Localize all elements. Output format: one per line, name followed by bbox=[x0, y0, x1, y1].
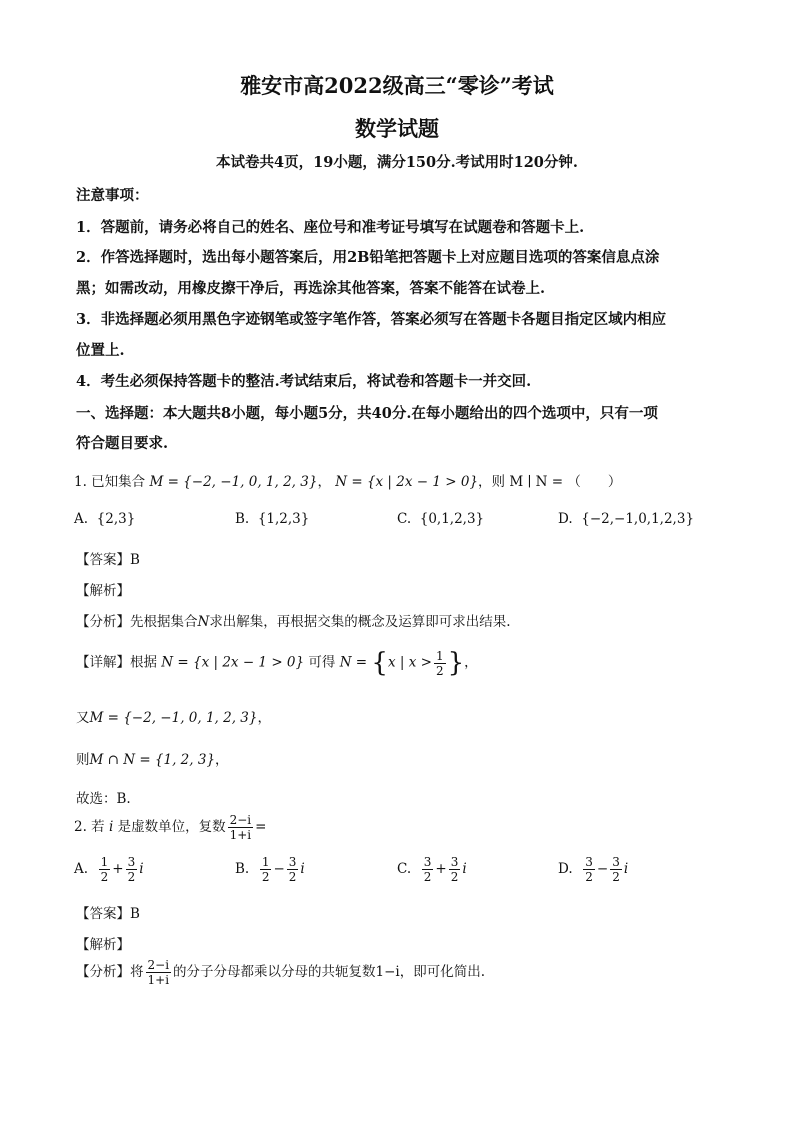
q2-option-c[interactable] bbox=[397, 855, 467, 884]
q1-prefix: 1. 已知集合 bbox=[74, 474, 146, 490]
q2-option-b-i: i bbox=[300, 861, 305, 877]
note-3-line-1: 3．非选择题必须用黑色字迹钢笔或签字笔作答，答案必须写在答题卡各题目指定区域内相应 bbox=[76, 311, 667, 328]
q2-option-a-op: + bbox=[112, 861, 124, 877]
q1-then-set: M ∩ N = {1, 2, 3} bbox=[89, 752, 216, 768]
q2-option-b-frac1-den: 2 bbox=[261, 870, 270, 884]
q1-detail-text-a: 根据 bbox=[130, 654, 157, 671]
exam-info: 本试卷共4页，19小题，满分150分.考试用时120分钟. bbox=[216, 154, 578, 171]
q2-option-c-label: C. bbox=[397, 861, 412, 877]
q2-option-b-op: − bbox=[273, 861, 285, 877]
q1-again-set: M = {−2, −1, 0, 1, 2, 3} bbox=[89, 710, 258, 726]
q1-fenxi-text-b: 求出解集，再根据交集的概念及运算即可求出结果. bbox=[209, 614, 511, 630]
q1-then-text-a: 则 bbox=[76, 752, 90, 768]
q1-detail-result-end: ， bbox=[464, 654, 478, 671]
q2-option-c-frac2-num: 3 bbox=[450, 855, 459, 869]
q1-fenxi-tag: 【分析】 bbox=[76, 614, 130, 630]
q2-option-d-frac2-den: 2 bbox=[612, 870, 620, 884]
q1-detail-fraction-den: 2 bbox=[435, 663, 444, 678]
q2-option-c-frac1-den: 2 bbox=[423, 870, 432, 884]
left-brace-icon: { bbox=[371, 648, 388, 678]
q2-option-b-frac2-den: 2 bbox=[288, 870, 297, 884]
q2-fraction-num: 2−i bbox=[229, 813, 252, 827]
note-2-line-2: 黑；如需改动，用橡皮擦干净后，再选涂其他答案，答案不能答在试卷上. bbox=[76, 280, 546, 297]
q2-option-b-label: B. bbox=[235, 861, 250, 877]
q1-ask: ，则 M ∣ N = （ ） bbox=[478, 474, 622, 490]
q2-answer: 【答案】B bbox=[76, 906, 140, 922]
q1-option-c[interactable] bbox=[397, 511, 484, 527]
q1-option-b-label: B. bbox=[235, 511, 250, 527]
q1-set-m: M = {−2, −1, 0, 1, 2, 3} bbox=[149, 474, 318, 490]
q2-fraction-den: 1+i bbox=[229, 828, 252, 842]
section-1-line-1: 一、选择题：本大题共8小题，每小题5分，共40分.在每小题给出的四个选项中，只有一项 bbox=[76, 405, 658, 422]
q1-detail-tag: 【详解】 bbox=[76, 654, 130, 671]
q1-then-text-b: ， bbox=[215, 752, 229, 768]
q1-option-c-label: C. bbox=[397, 511, 412, 527]
q2-option-d-frac1-den: 2 bbox=[585, 870, 593, 884]
q2-mid: 是虚数单位，复数 bbox=[117, 819, 226, 835]
q1-detail-text-b: 可得 bbox=[308, 654, 336, 671]
q1-fenxi-text-a: 先根据集合 bbox=[130, 614, 198, 630]
q1-again bbox=[76, 706, 271, 726]
q1-detail bbox=[76, 648, 478, 678]
q1-option-a-text: {2,3} bbox=[96, 511, 136, 527]
q2-fenxi-text-c: ，即可化简出. bbox=[399, 964, 486, 980]
q2-option-d-label: D. bbox=[558, 861, 573, 877]
q2-option-c-frac1 bbox=[422, 855, 434, 884]
q2-option-a-frac2-num: 3 bbox=[127, 855, 136, 869]
q1-option-d-text: {−2,−1,0,1,2,3} bbox=[581, 511, 695, 527]
q1-option-a[interactable] bbox=[74, 511, 135, 527]
q2-option-b[interactable] bbox=[235, 855, 305, 884]
q1-option-b[interactable] bbox=[235, 511, 309, 527]
q1-answer: 【答案】B bbox=[76, 552, 140, 568]
q2-option-c-frac2-den: 2 bbox=[450, 870, 459, 884]
section-1-line-2: 符合题目要求. bbox=[76, 435, 169, 452]
q1-then bbox=[76, 748, 229, 768]
q2-option-c-frac2 bbox=[449, 855, 461, 884]
q1-option-c-text: {0,1,2,3} bbox=[419, 511, 485, 527]
note-3-line-2: 位置上. bbox=[76, 342, 125, 359]
q2-stem bbox=[74, 813, 266, 842]
q2-option-d-frac1-num: 3 bbox=[585, 855, 593, 869]
q2-i-var: i bbox=[108, 819, 114, 835]
q2-option-d-frac1 bbox=[583, 855, 595, 884]
q2-eq: = bbox=[255, 819, 267, 835]
note-2-line-1: 2．作答选择题时，选出每小题答案后，用2B铅笔把答题卡上对应题目选项的答案信息点涂 bbox=[76, 249, 660, 266]
q2-option-a-frac1 bbox=[99, 855, 111, 884]
q2-fenxi-fraction-den: 1+i bbox=[147, 973, 170, 987]
q2-fraction bbox=[228, 813, 254, 842]
q2-fenxi bbox=[76, 958, 485, 987]
notes-heading: 注意事项： bbox=[76, 187, 149, 204]
q1-detail-result-lhs: N = bbox=[339, 654, 368, 671]
q2-fenxi-text-a: 将 bbox=[130, 964, 144, 980]
q2-option-a-frac2 bbox=[126, 855, 138, 884]
q2-option-a[interactable] bbox=[74, 855, 144, 884]
exam-title: 雅安市高2022级高三“零诊”考试 bbox=[240, 73, 554, 98]
q2-option-d[interactable] bbox=[558, 855, 628, 884]
q1-pick: 故选：B. bbox=[76, 791, 131, 807]
q2-option-a-frac1-num: 1 bbox=[100, 855, 109, 869]
q1-again-text-a: 又 bbox=[76, 710, 90, 726]
q1-detail-fraction bbox=[434, 649, 446, 678]
q1-comma: ， bbox=[317, 474, 331, 490]
q2-option-c-frac1-num: 3 bbox=[423, 855, 432, 869]
q1-detail-set: N = {x | 2x − 1 > 0} bbox=[161, 654, 305, 671]
q2-option-d-i: i bbox=[623, 861, 629, 877]
q2-option-b-frac2-num: 3 bbox=[288, 855, 297, 869]
q2-option-a-label: A. bbox=[74, 861, 89, 877]
q2-fenxi-text-b: 的分子分母都乘以分母的共轭复数 bbox=[173, 964, 376, 980]
q1-option-b-text: {1,2,3} bbox=[257, 511, 310, 527]
q2-prefix: 2. 若 bbox=[74, 819, 105, 835]
q2-option-c-i: i bbox=[462, 861, 467, 877]
q2-fenxi-fraction-num: 2−i bbox=[147, 958, 170, 972]
q1-set-n: N = {x | 2x − 1 > 0} bbox=[335, 474, 479, 490]
q1-analysis-tag: 【解析】 bbox=[76, 583, 130, 599]
q2-fenxi-tag: 【分析】 bbox=[76, 964, 130, 980]
q2-option-c-op: + bbox=[435, 861, 447, 877]
q2-option-a-i: i bbox=[139, 861, 144, 877]
q2-analysis-tag: 【解析】 bbox=[76, 937, 130, 953]
q2-option-b-frac2 bbox=[287, 855, 299, 884]
q1-fenxi-var: N bbox=[197, 614, 210, 630]
q2-option-d-frac2-num: 3 bbox=[612, 855, 620, 869]
q2-option-b-frac1 bbox=[260, 855, 272, 884]
q2-option-a-frac1-den: 2 bbox=[100, 870, 109, 884]
q1-stem bbox=[74, 470, 621, 490]
q1-again-text-b: ， bbox=[257, 710, 271, 726]
q1-option-d-label: D. bbox=[558, 511, 573, 527]
right-brace-icon: } bbox=[447, 648, 465, 678]
note-4: 4．考生必须保持答题卡的整洁.考试结束后，将试卷和答题卡一并交回. bbox=[76, 373, 532, 390]
q2-option-d-op: − bbox=[596, 861, 609, 877]
q2-option-a-frac2-den: 2 bbox=[127, 870, 136, 884]
q2-option-d-frac2 bbox=[610, 855, 622, 884]
q1-option-a-label: A. bbox=[74, 511, 89, 527]
q2-fenxi-conj: 1−i bbox=[375, 964, 400, 980]
q1-detail-fraction-num: 1 bbox=[435, 648, 444, 663]
q2-fenxi-fraction bbox=[146, 958, 172, 987]
exam-subtitle: 数学试题 bbox=[355, 116, 439, 141]
q2-option-b-frac1-num: 1 bbox=[261, 855, 270, 869]
q1-detail-result-cond: x | x > bbox=[387, 654, 432, 671]
note-1: 1．答题前，请务必将自己的姓名、座位号和准考证号填写在试题卷和答题卡上. bbox=[76, 219, 585, 236]
q1-option-d[interactable] bbox=[558, 511, 694, 527]
q1-fenxi bbox=[76, 610, 511, 630]
